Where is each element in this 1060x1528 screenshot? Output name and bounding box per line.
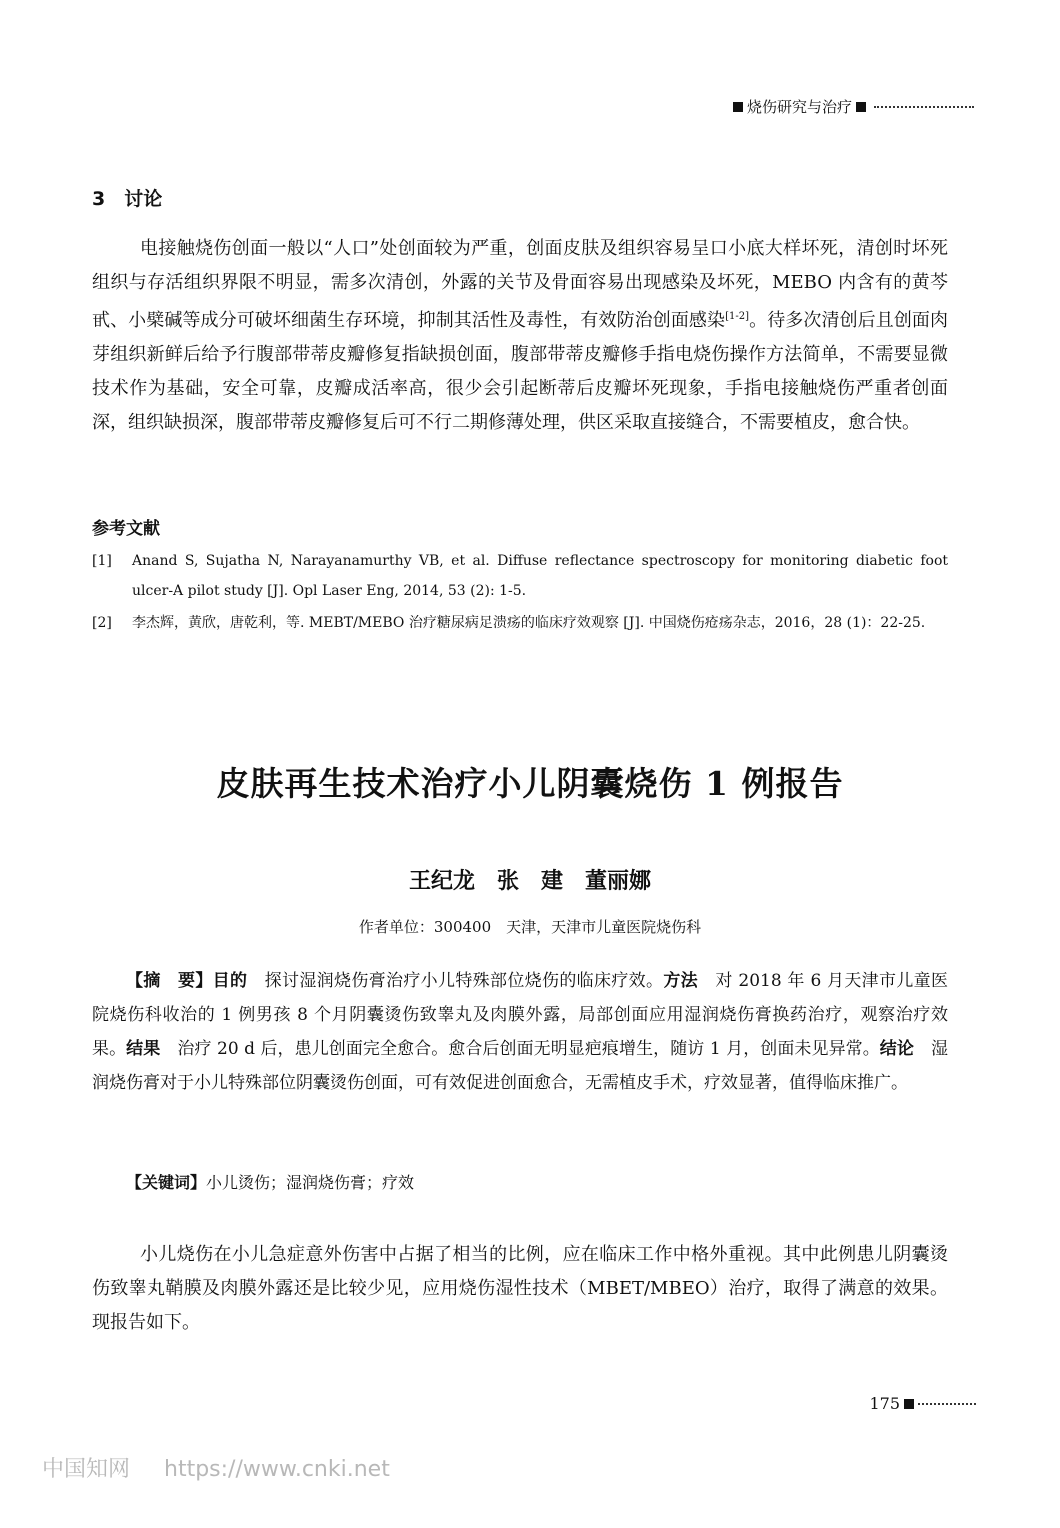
reference-text: 李杰辉，黄欣，唐乾利，等. MEBT/MEBO 治疗糖尿病足溃疡的临床疗效观察 [J]. 中国烧伤疮疡杂志，2016，28 (1)：22-25. [132,615,926,631]
references-heading: 参考文献 [92,519,160,539]
article-title: 皮肤再生技术治疗小儿阴囊烧伤 1 例报告 [216,764,844,803]
discussion-text: 电接触烧伤创面一般以“人口”处创面较为严重，创面皮肤及组织容易呈口小底大样坏死，清创时坏死组织与存活组织界限不明显，需多次清创，外露的关节及骨面容易出现感染及坏死，MEBO 内含有的黄芩甙、小檗碱等成分可破坏细菌生存环境，抑制其活性及毒性，有效防治创面感染 [92,238,948,331]
abstract-label: 【摘 要】 [126,971,213,991]
reference-item [92,608,948,638]
reference-text: Anand S, Sujatha N, Narayanamurthy VB, et al. Diffuse reflectance spectroscopy for monitoring diabetic foot ulcer-A pilot study [J]. Opl Laser Eng, 2014, 53 (2): 1-5. [132,553,948,599]
discussion-text-cont: 。待多次清创后且创面肉芽组织新鲜后给予行腹部带蒂皮瓣修复指缺损创面，腹部带蒂皮瓣修手指电烧伤操作方法简单，不需要显微技术作为基础，安全可靠，皮瓣成活率高，很少会引起断蒂后皮瓣坏死现象，手指电接触烧伤严重者创面深，组织缺损深，腹部带蒂皮瓣修复后可不行二期修薄处理，供区采取直接缝合，不需要植皮，愈合快。 [92,310,949,433]
conclusion-text: 湿润烧伤膏对于小儿特殊部位阴囊烫伤创面，可有效促进创面愈合，无需植皮手术，疗效显著，值得临床推广。 [92,1039,949,1093]
keywords-text: 小儿烫伤；湿润烧伤膏；疗效 [206,1173,415,1192]
section-heading: 3 讨论 [92,188,163,210]
page-number: 175 [869,1394,900,1413]
abstract [92,964,948,1100]
running-header [733,96,974,117]
author-list: 王纪龙 张 建 董丽娜 [408,868,651,894]
reference-number: [2] [92,615,112,631]
conclusion-label: 结论 [879,1039,914,1059]
square-bullet-icon [733,102,743,112]
methods-text: 对 2018 年 6 月天津市儿童医院烧伤科收治的 1 例男孩 8 个月阴囊烫伤致睾丸及肉膜外露，局部创面应用湿润烧伤膏换药治疗，观察治疗效果。 [92,971,949,1059]
header-section-title: 烧伤研究与治疗 [746,98,852,116]
intro-paragraph: 小儿烧伤在小儿急症意外伤害中占据了相当的比例，应在临床工作中格外重视。其中此例患儿阴囊烫伤致睾丸鞘膜及肉膜外露还是比较少见，应用烧伤湿性技术（MBET/MBEO）治疗，取得了满意的效果。现报告如下。 [92,1244,948,1333]
reference-item [92,546,948,606]
objective-label: 目的 [212,971,248,991]
square-bullet-icon [856,102,866,112]
watermark-brand: 中国知网 [42,1457,131,1482]
dotted-rule [874,106,974,108]
dotted-rule [918,1403,976,1405]
square-bullet-icon [904,1399,914,1409]
objective-text: 探讨湿润烧伤膏治疗小儿特殊部位烧伤的临床疗效。 [247,971,664,991]
page-footer [869,1394,976,1413]
methods-label: 方法 [663,971,698,991]
watermark [42,1452,390,1483]
discussion-paragraph [92,232,948,440]
watermark-url: https://www.cnki.net [164,1457,390,1482]
reference-number: [1] [92,553,112,569]
results-label: 结果 [126,1039,161,1059]
results-text: 治疗 20 d 后，患儿创面完全愈合。愈合后创面无明显疤痕增生，随访 1 月，创面未见异常。 [160,1039,880,1059]
citation-superscript: [1-2] [725,311,750,322]
author-affiliation: 作者单位：300400 天津，天津市儿童医院烧伤科 [358,918,702,936]
keywords-label: 【关键词】 [126,1173,207,1192]
keywords [126,1170,414,1193]
